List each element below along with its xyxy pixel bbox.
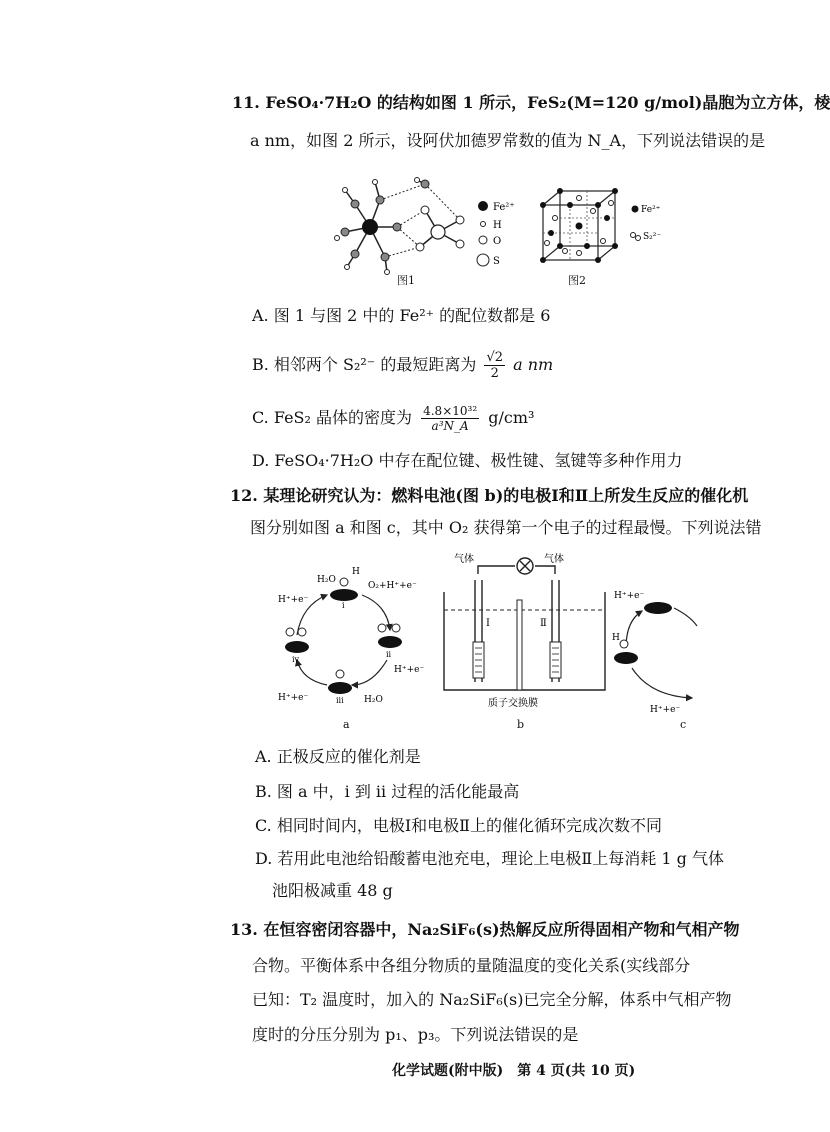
figure-a-cycle [272,560,425,710]
q11-stem-line1: 11. FeSO₄·7H₂O 的结构如图 1 所示，FeS₂(M=120 g/mol)晶胞为立方体，棱 [232,93,830,112]
figure-a-step-i: i [342,601,345,610]
legend2-fe: Fe²⁺ [641,205,661,215]
figure-a-label-h2o-bottom: H₂O [364,695,383,705]
figure-a-step-iii: iii [336,696,344,705]
q13-stem-line4: 度时的分压分别为 p₁、p₃。下列说法错误的是 [252,1025,579,1044]
q13-stem-line3: 已知：T₂ 温度时，加入的 Na₂SiF₆(s)已完全分解，体系中气相产物 [252,990,732,1009]
q12-option-d-line2: 池阳极减重 48 g [272,881,393,900]
figure-b-gas-left: 气体 [454,554,474,565]
q13-stem-line1: 13. 在恒容密闭容器中，Na₂SiF₆(s)热解反应所得固相产物和气相产物 [230,920,740,939]
q11-option-d: D. FeSO₄·7H₂O 中存在配位键、极性键、氢键等多种作用力 [252,451,683,470]
legend1-fe: Fe²⁺ [493,202,515,213]
q12-stem-line2: 图分别如图 a 和图 c，其中 O₂ 获得第一个电子的过程最慢。下列说法错 [250,518,762,537]
legend1-h: H [493,220,502,231]
q12-stem-line1: 12. 某理论研究认为：燃料电池(图 b)的电极Ⅰ和Ⅱ上所发生反应的催化机 [230,486,749,505]
figure-b-caption: b [517,718,525,731]
figure-a-label-o2: O₂+H⁺+e⁻ [368,581,417,591]
figure-c-h: H [612,633,620,643]
figure-a-caption: a [343,718,350,731]
q11-option-b: B. 相邻两个 S₂²⁻ 的最短距离为 $\frac{√2}{2}$ a nm [252,350,554,381]
q11-option-c: C. FeS₂ 晶体的密度为 $\frac{\text{4.8×10³²}}{\text{a³N\_A}}$ g/cm³ [252,404,535,433]
q12-option-b: B. 图 a 中，ⅰ 到 ⅱ 过程的活化能最高 [255,782,520,801]
option-b-denominator: 2 [490,366,499,381]
figure-c-caption: c [680,718,687,731]
figure-c-label-bottom: H⁺+e⁻ [650,705,681,715]
figure-a-label-h2o-top: H₂O [317,575,336,585]
figure-2-caption: 图2 [568,274,586,287]
q11-stem-line2: a nm，如图 2 所示，设阿伏加德罗常数的值为 N_A，下列说法错误的是 [250,131,766,150]
figure-b-electrode-1: Ⅰ [486,618,490,629]
figure-a-step-ii: ii [386,650,392,659]
figure-1-structure [325,172,535,287]
option-c-denominator: a³N_A [431,419,469,433]
figure-a-label-h-left-bottom: H⁺+e⁻ [278,693,309,703]
figure-b-gas-right: 气体 [544,554,564,565]
legend1-s: S [493,256,500,267]
page-footer: 化学试题(附中版) 第 4 页(共 10 页) [392,1063,636,1079]
figure-c-label-top: H⁺+e⁻ [614,591,645,601]
figure-b-membrane-label: 质子交换膜 [488,698,538,709]
legend1-o: O [493,236,502,247]
q12-option-d-line1: D. 若用此电池给铅酸蓄电池充电，理论上电极Ⅱ上每消耗 1 g 气体 [255,849,724,868]
q12-option-c: C. 相同时间内，电极Ⅰ和电极Ⅱ上的催化循环完成次数不同 [255,816,663,835]
figure-a-step-iv: iv [292,655,300,664]
figure-c-cycle [612,586,697,716]
legend2-s2: S₂²⁻ [643,232,662,242]
q12-option-a: A. 正极反应的催化剂是 [255,747,421,766]
option-b-numerator: √2 [486,350,503,365]
figure-a-label-h-right: H⁺+e⁻ [394,665,425,675]
figure-2-unit-cell [535,183,665,278]
figure-a-label-h-left-top: H⁺+e⁻ [278,595,309,605]
q11-option-a: A. 图 1 与图 2 中的 Fe²⁺ 的配位数都是 6 [252,306,551,325]
figure-b-electrode-2: Ⅱ [540,618,547,629]
option-c-numerator: 4.8×10³² [423,404,478,418]
figure-a-h-top: H [352,567,360,577]
figure-1-caption: 图1 [397,274,415,287]
q13-stem-line2: 合物。平衡体系中各组分物质的量随温度的变化关系(实线部分 [252,956,691,975]
figure-b-fuel-cell [440,552,610,712]
